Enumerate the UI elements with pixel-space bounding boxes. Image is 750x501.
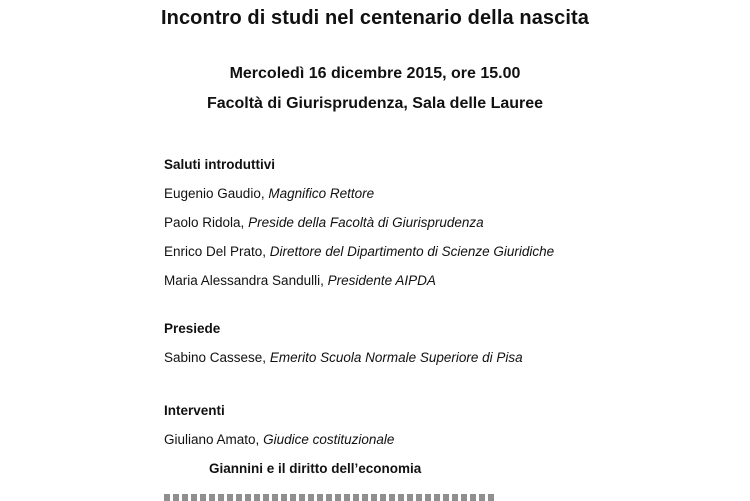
speaker-name: Eugenio Gaudio, — [164, 186, 269, 201]
section-heading: Presiede — [164, 321, 221, 336]
speaker-entry — [164, 273, 724, 289]
speaker-role: Preside della Facoltà di Giurisprudenza — [248, 215, 484, 230]
speaker-name: Enrico Del Prato, — [164, 244, 270, 259]
speaker-entry — [164, 350, 724, 366]
section-saluti-introduttivi — [164, 157, 724, 289]
speaker-role: Emerito Scuola Normale Superiore di Pisa — [269, 350, 523, 365]
cropped-text-fragment — [164, 494, 494, 501]
event-title: Incontro di studi nel centenario della nascita — [160, 7, 590, 29]
speaker-name: Giuliano Amato, — [164, 432, 264, 447]
speaker-entry — [164, 244, 724, 260]
speaker-name: Sabino Cassese, — [164, 350, 270, 365]
event-date-time: Mercoledì 16 dicembre 2015, ore 15.00 — [229, 65, 521, 82]
talk-title: Giannini e il diritto dell’economia — [209, 461, 422, 476]
speaker-role: Giudice costituzionale — [263, 432, 395, 447]
speaker-entry — [164, 186, 724, 202]
speaker-entry — [164, 215, 724, 231]
cropped-next-entry — [164, 494, 494, 501]
speaker-role: Presidente AIPDA — [327, 273, 436, 288]
section-heading: Saluti introduttivi — [164, 157, 275, 172]
event-venue: Facoltà di Giurisprudenza, Sala delle Lauree — [206, 95, 544, 112]
section-presiede — [164, 321, 724, 366]
speaker-entry — [164, 432, 724, 448]
section-interventi — [164, 403, 724, 477]
speaker-name: Maria Alessandra Sandulli, — [164, 273, 328, 288]
speaker-role: Direttore del Dipartimento di Scienze Giuridiche — [269, 244, 555, 259]
speaker-name: Paolo Ridola, — [164, 215, 249, 230]
speaker-role: Magnifico Rettore — [268, 186, 375, 201]
section-heading: Interventi — [164, 403, 225, 418]
